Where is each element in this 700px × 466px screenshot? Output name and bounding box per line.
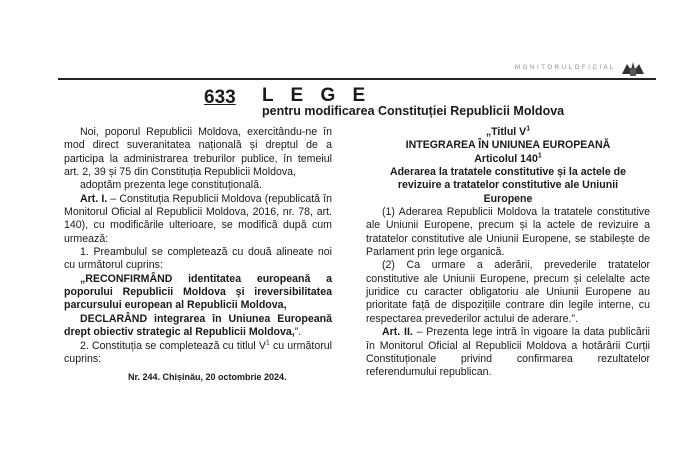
reconfirm-paragraph: „RECONFIRMÂND identitatea europeană a poporului Republicii Moldova și ireversibilitatea parcursului european al Republicii Moldova, (64, 272, 332, 312)
law-title: pentru modificarea Constituției Republicii Moldova (262, 104, 565, 118)
header-rule (58, 78, 656, 80)
article-140-number (366, 153, 650, 166)
article-140-heading: Aderarea la tratatele constitutive și la actele de revizuire a tratatelor constitutive ale Uniunii Europene (389, 166, 627, 205)
paragraph-2-text: (2) Ca urmare a aderării, prevederile tratatelor constitutive ale Uniunii Europene, precum și celelalte acte juridice cu caracter obligatoriu ale Uniunii Europene au prioritate față de dispozițiile contrare din legile interne, cu respectarea prevederilor actului de aderare. (366, 259, 650, 325)
title-v1-text: „Titlul V (485, 126, 527, 138)
article-140-sup: 1 (537, 152, 542, 160)
paragraph-2-end: ”. (571, 312, 579, 325)
title-v1-sup: 1 (526, 125, 531, 133)
running-header: M O N I T O R U L O F I C I A L (515, 65, 614, 71)
point-2-text: 2. Constituția se completează cu titlul V (80, 339, 266, 352)
point-2-sup: 1 (265, 338, 270, 346)
paragraph-1: (1) Aderarea Republicii Moldova la tratatele constitutive ale Uniunii Europene, precum și la actele de revizuire a tratatelor constitutive ale Uniunii Europene, se stabilește de Parlament prin lege organică. (366, 206, 650, 259)
point-2-paragraph (64, 340, 332, 367)
article-2-paragraph (366, 326, 650, 379)
article-1-text: – Constituția Republicii Moldova (republicată în Monitorul Oficial al Republicii Moldova, 2016, nr. 78, art. 140), cu modificările ulterioare, se modifică după cum urmează: (64, 192, 333, 245)
paragraph-2 (366, 259, 650, 326)
declare-paragraph (64, 313, 332, 340)
article-1-paragraph (64, 193, 332, 246)
law-type: L E G E (262, 85, 372, 106)
adopt-paragraph: adoptăm prezenta lege constituțională. (80, 179, 262, 192)
preamble-paragraph: Noi, poporul Republicii Moldova, exercitându-ne în mod direct suveranitatea națională și dreptul de a participa la administrarea treburilor publice, în temeiul art. 2, 39 și 75 din Constituția Republicii Moldova, (64, 126, 332, 179)
article-140-text: Articolul 140 (474, 152, 538, 165)
section-heading: INTEGRAREA ÎN UNIUNEA EUROPEANĂ (405, 139, 611, 152)
article-2-label: Art. II. (382, 326, 413, 339)
article-2-text: – Prezenta lege intră în vigoare la data publicării în Monitorul Oficial al Republicii Moldova a hotărârii Curții Constituționale privind confirmarea rezultatelor referendumului republican. (366, 326, 650, 379)
point-2-text-end: cu următorul cuprins: (64, 339, 332, 365)
right-column (366, 126, 650, 380)
declare-end: ”. (294, 326, 302, 339)
article-1-label: Art. I. (80, 192, 108, 205)
law-footer: Nr. 244. Chișinău, 20 octombrie 2024. (128, 372, 287, 382)
point-1-paragraph: 1. Preambulul se completează cu două alineate noi cu următorul cuprins: (64, 246, 332, 272)
state-emblem-icon (620, 60, 646, 78)
declare-text: DECLARÂND integrarea în Uniunea Europeană drept obiectiv strategic al Republicii Moldova, (64, 312, 332, 339)
title-v1 (366, 126, 650, 139)
left-column (64, 126, 332, 366)
law-number: 633 (204, 87, 236, 108)
